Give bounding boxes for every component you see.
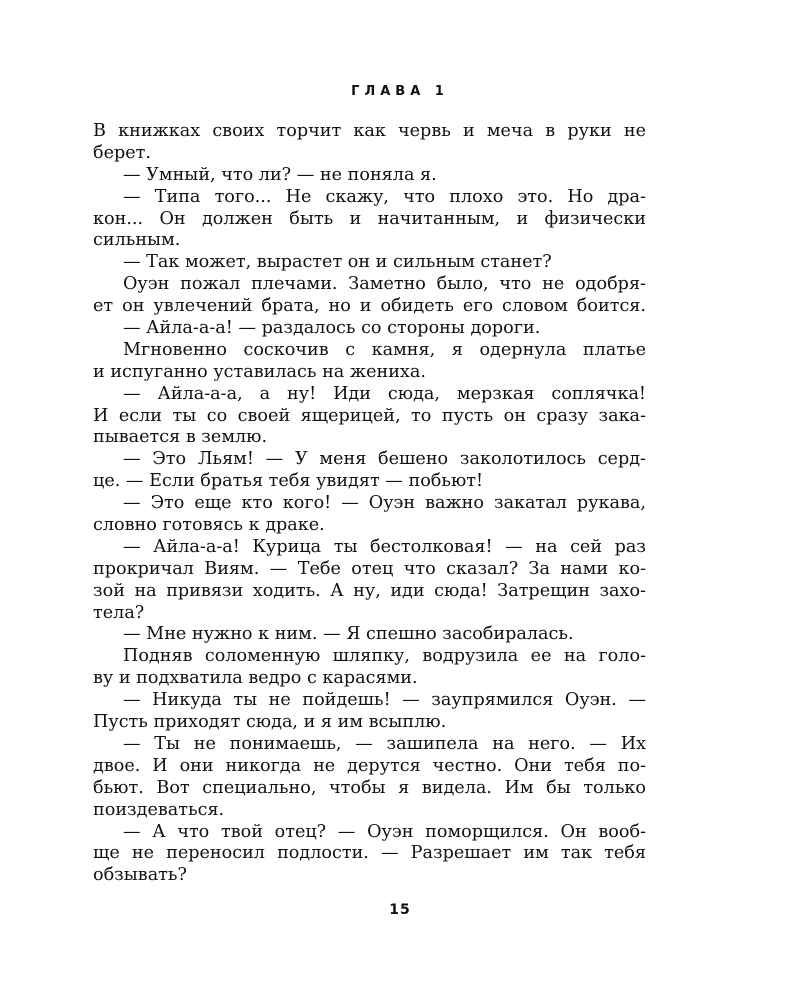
text-line: В книжках своих торчит как червь и меча в руки не — [93, 121, 646, 141]
text-line: и испуганно уставилась на жениха. — [93, 361, 426, 382]
text-line: Мгновенно соскочив с камня, я одернула платье — [123, 339, 646, 360]
text-line: двое. И они никогда не дерутся честно. Они тебя по- — [93, 755, 646, 776]
text-line: ву и подхватила ведро с карасями. — [93, 668, 418, 689]
text-line: Подняв соломенную шляпку, водрузила ее на голо- — [123, 646, 646, 667]
text-line: ет он увлечений брата, но и обидеть его словом боится. — [93, 296, 646, 317]
text-line: — Ты не понимаешь, — зашипела на него. — Их — [123, 733, 646, 754]
text-line: сильным. — [93, 230, 181, 251]
text-line: — Типа того... Не скажу, что плохо это. Но дра- — [123, 186, 646, 207]
text-line: Оуэн пожал плечами. Заметно было, что не одобря- — [123, 274, 646, 295]
text-line: — Это Льям! — У меня бешено заколотилось серд- — [123, 449, 646, 470]
text-line: обзывать? — [93, 865, 187, 886]
text-line: — Айла-а-а! — раздалось со стороны дороги. — [123, 318, 541, 339]
text-line: тела? — [93, 602, 145, 623]
text-line: — Айла-а-а, а ну! Иди сюда, мерзкая соплячка! — [123, 383, 646, 404]
text-line: це. — Если братья тебя увидят — побьют! — [93, 471, 484, 492]
body-text — [93, 121, 646, 887]
text-line: — Умный, что ли? — не поняла я. — [123, 164, 437, 185]
text-line: ще не переносил подлости. — Разрешает им так тебя — [93, 843, 646, 864]
text-line: кон... Он должен быть и начитанным, и физически — [93, 208, 646, 229]
text-line: И если ты со своей ящерицей, то пусть он сразу зака- — [93, 405, 646, 426]
text-line: бьют. Вот специально, чтобы я видела. Им бы только — [93, 777, 646, 798]
text-line: — Так может, вырастет он и сильным станет? — [123, 252, 552, 273]
text-line: Пусть приходят сюда, и я им всыплю. — [93, 712, 447, 733]
text-line: словно готовясь к драке. — [93, 515, 325, 536]
text-line: пывается в землю. — [93, 427, 268, 448]
text-line: поиздеваться. — [93, 799, 225, 820]
text-line: — А что твой отец? — Оуэн поморщился. Он вооб- — [123, 821, 646, 842]
text-line: — Никуда ты не пойдешь! — заупрямился Оуэн. — — [123, 690, 646, 711]
text-line: прокричал Виям. — Тебе отец что сказал? За нами ко- — [93, 558, 646, 579]
text-line: — Это еще кто кого! — Оуэн важно закатал рукава, — [123, 493, 646, 514]
chapter-title: ГЛАВА 1 — [351, 84, 449, 99]
page-number: 15 — [389, 902, 411, 918]
text-line: — Мне нужно к ним. — Я спешно засобиралась. — [123, 624, 574, 645]
text-line: — Айла-а-а! Курица ты бестолковая! — на сей раз — [123, 536, 646, 557]
text-line: берет. — [93, 142, 152, 163]
text-line: зой на привязи ходить. А ну, иди сюда! Затрещин захо- — [93, 580, 646, 601]
